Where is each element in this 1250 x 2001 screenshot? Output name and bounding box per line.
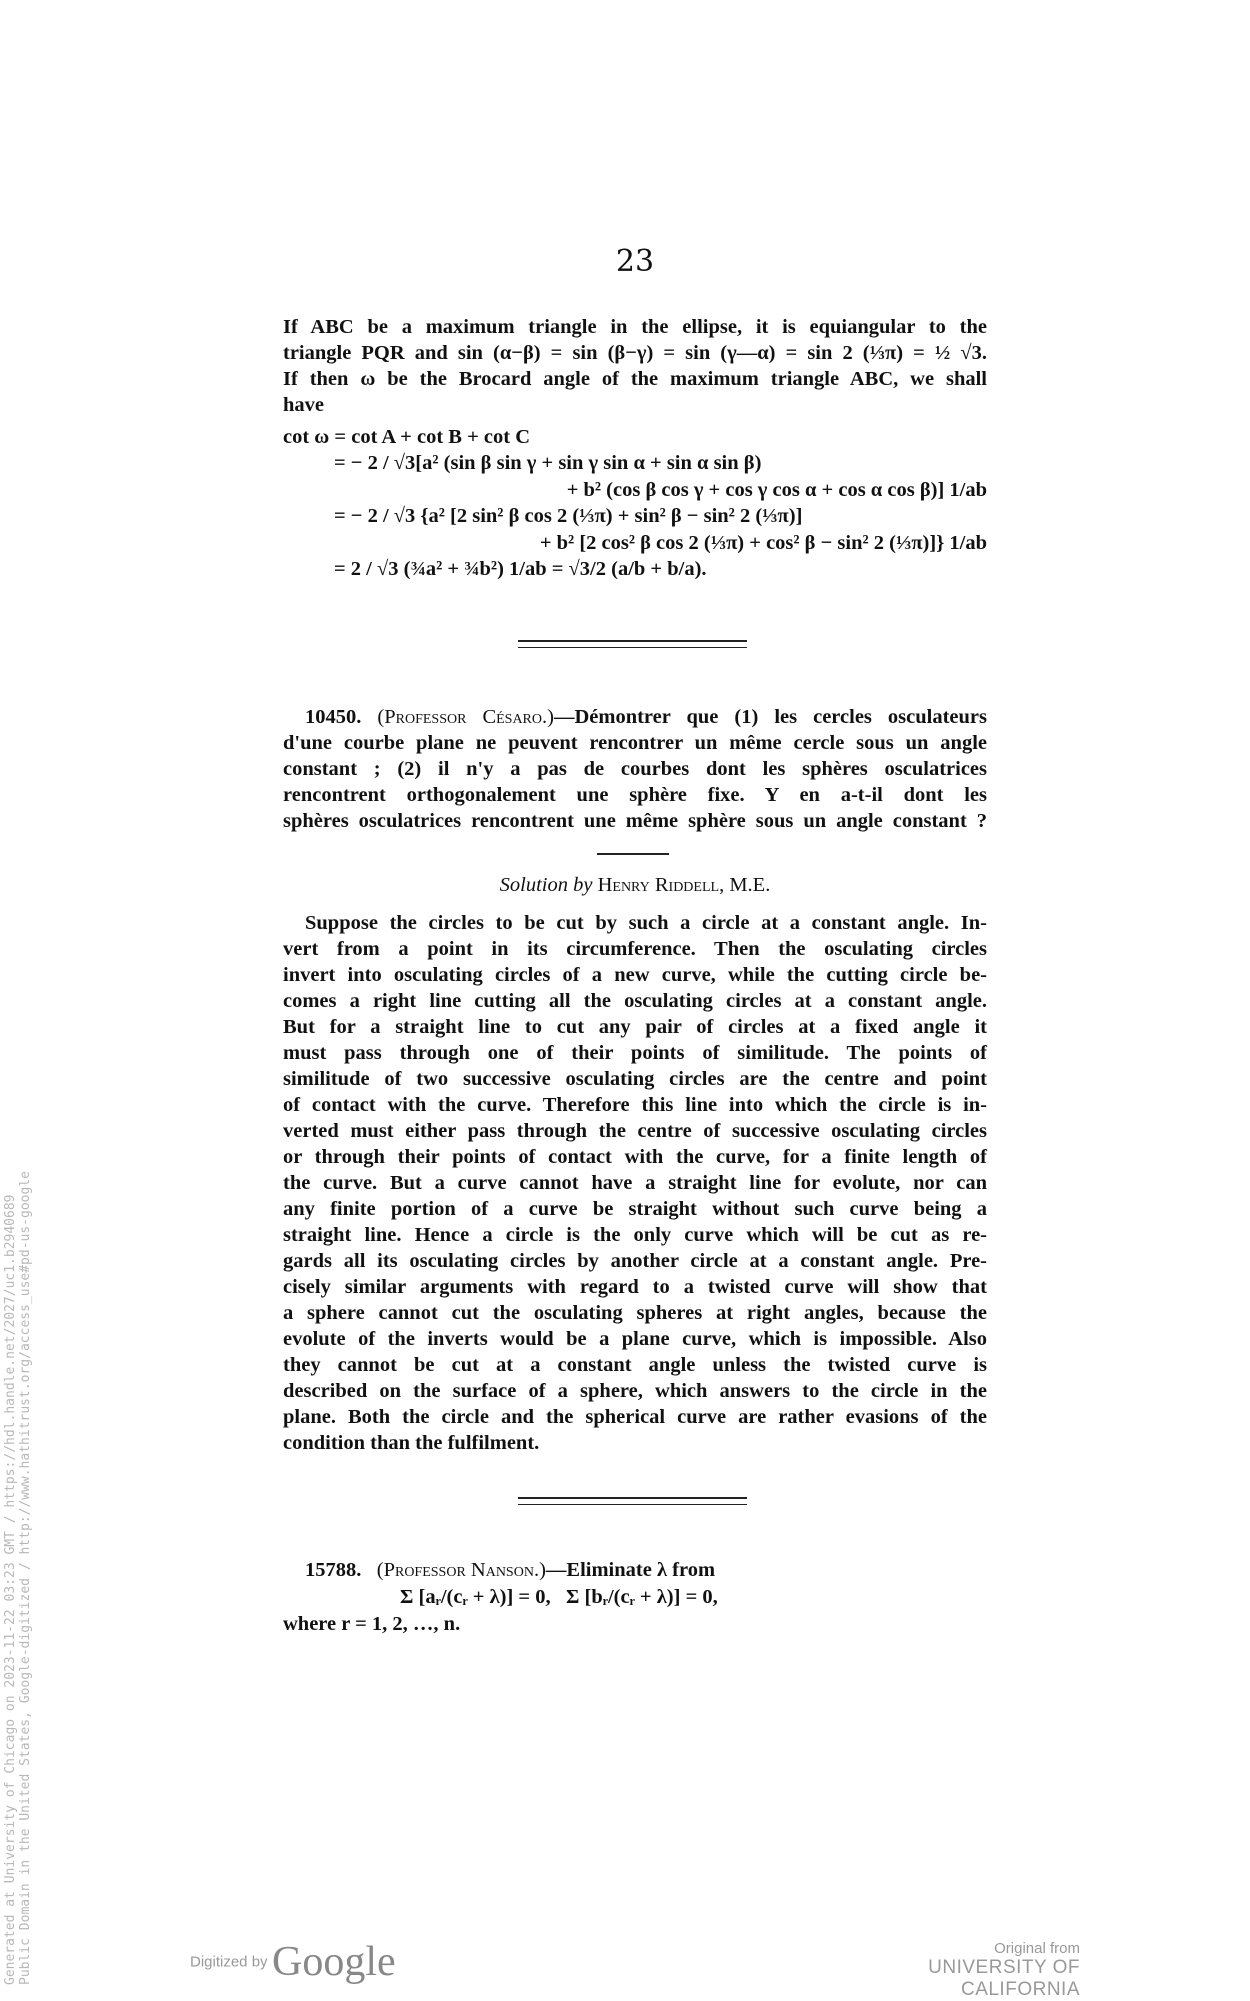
solution-label: Solution by [499, 874, 593, 896]
equation-line: + b² [2 cos² β cos 2 (⅓π) + cos² β − sin² 2 (⅓π)]} 1/ab [539, 532, 987, 554]
text-line: rencontrent orthogonalement une sphère fixe. Y en a-t-il dont les [283, 784, 987, 806]
equation-line: Σ [aᵣ/(cᵣ + λ)] = 0, Σ [bᵣ/(cᵣ + λ)] = 0, [400, 1586, 718, 1608]
text-line: cisely similar arguments with regard to a twisted curve will show that [283, 1276, 987, 1298]
text-line: any finite portion of a curve be straight without such curve being a [283, 1198, 987, 1220]
text-line: If then ω be the Brocard angle of the maximum triangle ABC, we shall [283, 368, 987, 390]
solution-author: Henry Riddell, M.E. [597, 874, 771, 896]
text-line: of contact with the curve. Therefore this line into which the circle is in- [283, 1094, 987, 1116]
text-line: where r = 1, 2, …, n. [283, 1613, 461, 1635]
text-line: vert from a point in its circumference. Then the osculating circles [283, 938, 987, 960]
text-line: similitude of two successive osculating circles are the centre and point [283, 1068, 987, 1090]
problem-author: (Professor Nanson.) [376, 1559, 546, 1581]
text-line: If ABC be a maximum triangle in the ellipse, it is equiangular to the [283, 316, 987, 338]
equation-line: = − 2 / √3 {a² [2 sin² β cos 2 (⅓π) + sin² β − sin² 2 (⅓π)] [334, 505, 803, 527]
equation-line: + b² (cos β cos γ + cos γ cos α + cos α cos β)] 1/ab [566, 479, 987, 501]
watermark-line-2: Public Domain in the United States, Google-digitized / http://www.hathitrust.org/access_use#pd-us-google [18, 1171, 33, 1985]
text-line: the curve. But a curve cannot have a straight line for evolute, nor can [283, 1172, 987, 1194]
text-line: evolute of the inverts would be a plane curve, which is impossible. Also [283, 1328, 987, 1350]
equation-line: = 2 / √3 (¾a² + ¾b²) 1/ab = √3/2 (a/b + b/a). [334, 558, 707, 580]
short-divider [597, 853, 669, 855]
problem-author: (Professor Césaro.) [377, 706, 554, 728]
problem-number: 10450. [305, 706, 362, 728]
section-divider [518, 647, 747, 648]
intro-paragraph [283, 314, 987, 418]
text-line: condition than the fulfilment. [283, 1432, 540, 1454]
text-line: sphères osculatrices rencontrent une même sphère sous un angle constant ? [283, 810, 987, 832]
solution-heading [283, 872, 987, 898]
google-logo: Google [272, 1939, 396, 1985]
text-line: triangle PQR and sin (α−β) = sin (β−γ) = sin (γ—α) = sin 2 (⅓π) = ½ √3. [283, 342, 987, 364]
text-line: a sphere cannot cut the osculating spheres at right angles, because the [283, 1302, 987, 1324]
problem-number: 15788. [305, 1559, 362, 1581]
text-line: described on the surface of a sphere, which answers to the circle in the [283, 1380, 987, 1402]
equation-line: = − 2 / √3[a² (sin β sin γ + sin γ sin α + sin α sin β) [334, 452, 762, 474]
text-line: Suppose the circles to be cut by such a circle at a constant angle. In- [305, 912, 987, 934]
text-line: straight line. Hence a circle is the only curve which will be cut as re- [283, 1224, 987, 1246]
page-number: 23 [615, 244, 655, 279]
problem-15788 [305, 1557, 715, 1583]
digitized-by-label: Digitized by [190, 1953, 268, 1971]
text-line: verted must either pass through the centre of successive osculating circles [283, 1120, 987, 1142]
text-line: gards all its osculating circles by another circle at a constant angle. Pre- [283, 1250, 987, 1272]
text-line: invert into osculating circles of a new curve, while the cutting circle be- [283, 964, 987, 986]
equation-line: cot ω = cot A + cot B + cot C [283, 426, 531, 448]
problem-text: —Eliminate λ from [545, 1559, 716, 1581]
text-line: must pass through one of their points of similitude. The points of [283, 1042, 987, 1064]
text-line: plane. Both the circle and the spherical curve are rather evasions of the [283, 1406, 987, 1428]
institution-name: UNIVERSITY OF CALIFORNIA [928, 1957, 1080, 2000]
section-divider [518, 1504, 747, 1505]
original-from-label: Original from [994, 1940, 1080, 1957]
solution-body [283, 910, 987, 1456]
problem-10450 [283, 704, 987, 834]
text-line [283, 704, 987, 730]
section-divider [518, 640, 747, 642]
problem-text: —Démontrer que (1) les cercles osculateurs [553, 706, 988, 728]
text-line: comes a right line cutting all the osculating circles at a constant angle. [283, 990, 987, 1012]
text-line: have [283, 394, 324, 416]
watermark-line-1: Generated at University of Chicago on 2023-11-22 03:23 GMT / https://hdl.handle.net/2027/uc1.b2940689 [3, 1194, 18, 1985]
section-divider [518, 1497, 747, 1499]
text-line: d'une courbe plane ne peuvent rencontrer un même cercle sous un angle [283, 732, 987, 754]
text-line: they cannot be cut at a constant angle unless the twisted curve is [283, 1354, 987, 1376]
digitized-by-google [190, 1938, 396, 1986]
text-line: But for a straight line to cut any pair of circles at a fixed angle it [283, 1016, 987, 1038]
text-line: or through their points of contact with the curve, for a finite length of [283, 1146, 987, 1168]
text-line: constant ; (2) il n'y a pas de courbes dont les sphères osculatrices [283, 758, 987, 780]
